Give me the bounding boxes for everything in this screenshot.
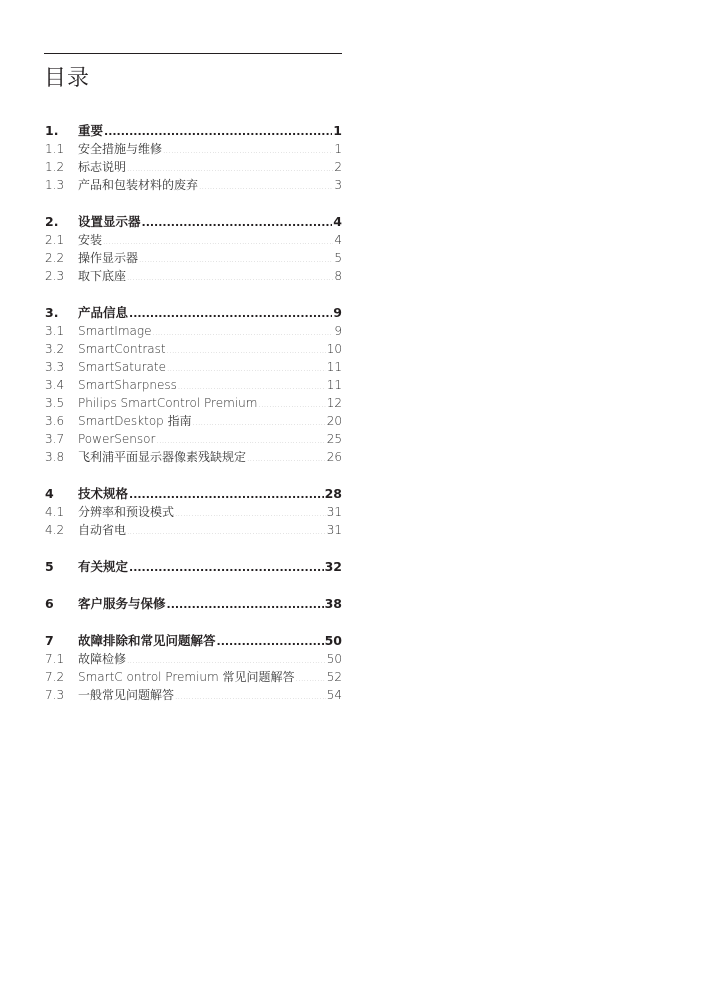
dot-leader <box>163 142 333 160</box>
dot-leader <box>167 596 324 614</box>
toc-section[interactable] <box>45 485 342 503</box>
page-number: 38 <box>324 596 342 611</box>
toc-section[interactable] <box>45 213 342 231</box>
page-number: 52 <box>326 670 342 684</box>
page-number: 26 <box>326 450 342 464</box>
section-title: 产品信息 <box>78 305 129 320</box>
toc-entry[interactable] <box>45 668 342 686</box>
section-title: 技术规格 <box>78 486 129 501</box>
entry-number: 2.1 <box>45 233 65 247</box>
dot-leader <box>217 633 324 651</box>
toc-entry[interactable] <box>45 158 342 176</box>
entry-title: SmartC ontrol Premium 常见问题解答 <box>78 670 295 684</box>
entry-title: 产品和包装材料的废弃 <box>78 178 199 192</box>
toc-entry[interactable] <box>45 521 342 539</box>
section-spacer <box>45 466 342 485</box>
section-title: 客户服务与保修 <box>78 596 166 611</box>
entry-number: 2.3 <box>45 269 65 283</box>
toc-entry[interactable] <box>45 394 342 412</box>
toc-entry[interactable] <box>45 650 342 668</box>
entry-title: 故障检修 <box>78 652 127 666</box>
entry-title: PowerSensor <box>78 432 156 446</box>
page-number: 50 <box>324 633 342 648</box>
section-spacer <box>45 613 342 632</box>
entry-title: 飞利浦平面显示器像素残缺规定 <box>78 450 247 464</box>
dot-leader <box>247 450 326 468</box>
page-number: 31 <box>326 505 342 519</box>
dot-leader <box>199 178 333 196</box>
toc-entry[interactable] <box>45 140 342 158</box>
page-number: 50 <box>326 652 342 666</box>
page-number: 11 <box>326 360 342 374</box>
section-title: 故障排除和常见问题解答 <box>78 633 216 648</box>
toc-entry[interactable] <box>45 322 342 340</box>
dot-leader <box>175 688 326 706</box>
entry-number: 3.8 <box>45 450 65 464</box>
toc-entry[interactable] <box>45 430 342 448</box>
dot-leader <box>129 305 332 323</box>
page-number: 31 <box>326 523 342 537</box>
toc-entry[interactable] <box>45 448 342 466</box>
page-number: 28 <box>324 486 342 501</box>
entry-number: 3.4 <box>45 378 65 392</box>
entry-number: 3.6 <box>45 414 65 428</box>
page-number: 2 <box>334 160 342 174</box>
section-number: 5 <box>45 559 54 574</box>
dot-leader <box>193 414 326 432</box>
entry-number: 1.2 <box>45 160 65 174</box>
page-number: 1 <box>333 123 342 138</box>
dot-leader <box>152 324 333 342</box>
toc-section[interactable] <box>45 304 342 322</box>
section-spacer <box>45 539 342 558</box>
page-number: 32 <box>324 559 342 574</box>
dot-leader <box>175 505 326 523</box>
toc-section[interactable] <box>45 558 342 576</box>
toc-entry[interactable] <box>45 412 342 430</box>
section-title: 有关规定 <box>78 559 129 574</box>
table-of-contents <box>45 122 342 704</box>
section-number: 7 <box>45 633 54 648</box>
entry-title: 安全措施与维修 <box>78 142 163 156</box>
section-number: 3. <box>45 305 59 320</box>
entry-title: SmartSharpness <box>78 378 177 392</box>
dot-leader <box>142 214 333 232</box>
section-number: 4 <box>45 486 54 501</box>
page-number: 9 <box>333 305 342 320</box>
section-number: 1. <box>45 123 59 138</box>
entry-number: 3.5 <box>45 396 65 410</box>
entry-number: 7.3 <box>45 688 65 702</box>
header-rule <box>44 53 342 54</box>
toc-entry[interactable] <box>45 249 342 267</box>
section-title: 重要 <box>78 123 104 138</box>
page-number: 10 <box>326 342 342 356</box>
page-number: 8 <box>334 269 342 283</box>
page-number: 1 <box>334 142 342 156</box>
entry-title: Philips SmartControl Premium <box>78 396 258 410</box>
entry-title: SmartDesktop 指南 <box>78 414 192 428</box>
toc-section[interactable] <box>45 122 342 140</box>
page-number: 9 <box>334 324 342 338</box>
entry-title: 标志说明 <box>78 160 127 174</box>
section-spacer <box>45 194 342 213</box>
entry-title: 分辨率和预设模式 <box>78 505 175 519</box>
entry-number: 4.1 <box>45 505 65 519</box>
toc-entry[interactable] <box>45 231 342 249</box>
toc-entry[interactable] <box>45 358 342 376</box>
entry-title: 安装 <box>78 233 103 247</box>
page-number: 4 <box>334 233 342 247</box>
entry-number: 7.2 <box>45 670 65 684</box>
entry-title: 一般常见问题解答 <box>78 688 175 702</box>
entry-number: 2.2 <box>45 251 65 265</box>
toc-entry[interactable] <box>45 503 342 521</box>
entry-number: 3.1 <box>45 324 65 338</box>
entry-number: 7.1 <box>45 652 65 666</box>
page-number: 3 <box>334 178 342 192</box>
entry-title: SmartImage <box>78 324 152 338</box>
dot-leader <box>129 486 324 504</box>
toc-entry[interactable] <box>45 267 342 285</box>
entry-number: 1.3 <box>45 178 65 192</box>
entry-number: 3.7 <box>45 432 65 446</box>
toc-entry[interactable] <box>45 376 342 394</box>
page-number: 54 <box>326 688 342 702</box>
dot-leader <box>104 123 332 141</box>
section-number: 6 <box>45 596 54 611</box>
page-title: 目录 <box>44 66 91 91</box>
page-number: 5 <box>334 251 342 265</box>
dot-leader <box>167 342 326 360</box>
entry-title: SmartSaturate <box>78 360 166 374</box>
entry-number: 4.2 <box>45 523 65 537</box>
entry-number: 3.2 <box>45 342 65 356</box>
toc-section[interactable] <box>45 595 342 613</box>
page-number: 4 <box>333 214 342 229</box>
page-number: 11 <box>326 378 342 392</box>
page-number: 20 <box>326 414 342 428</box>
entry-title: SmartContrast <box>78 342 166 356</box>
entry-title: 自动省电 <box>78 523 127 537</box>
toc-entry[interactable] <box>45 686 342 704</box>
dot-leader <box>167 360 326 378</box>
section-number: 2. <box>45 214 59 229</box>
dot-leader <box>129 559 324 577</box>
dot-leader <box>296 670 326 688</box>
page-number: 12 <box>326 396 342 410</box>
section-spacer <box>45 576 342 595</box>
entry-title: 取下底座 <box>78 269 127 283</box>
entry-title: 操作显示器 <box>78 251 139 265</box>
dot-leader <box>139 251 333 269</box>
dot-leader <box>258 396 325 414</box>
dot-leader <box>127 269 333 287</box>
toc-entry[interactable] <box>45 340 342 358</box>
entry-number: 3.3 <box>45 360 65 374</box>
toc-section[interactable] <box>45 632 342 650</box>
toc-entry[interactable] <box>45 176 342 194</box>
page-number: 25 <box>326 432 342 446</box>
section-title: 设置显示器 <box>78 214 141 229</box>
dot-leader <box>127 523 326 541</box>
section-spacer <box>45 285 342 304</box>
entry-number: 1.1 <box>45 142 65 156</box>
